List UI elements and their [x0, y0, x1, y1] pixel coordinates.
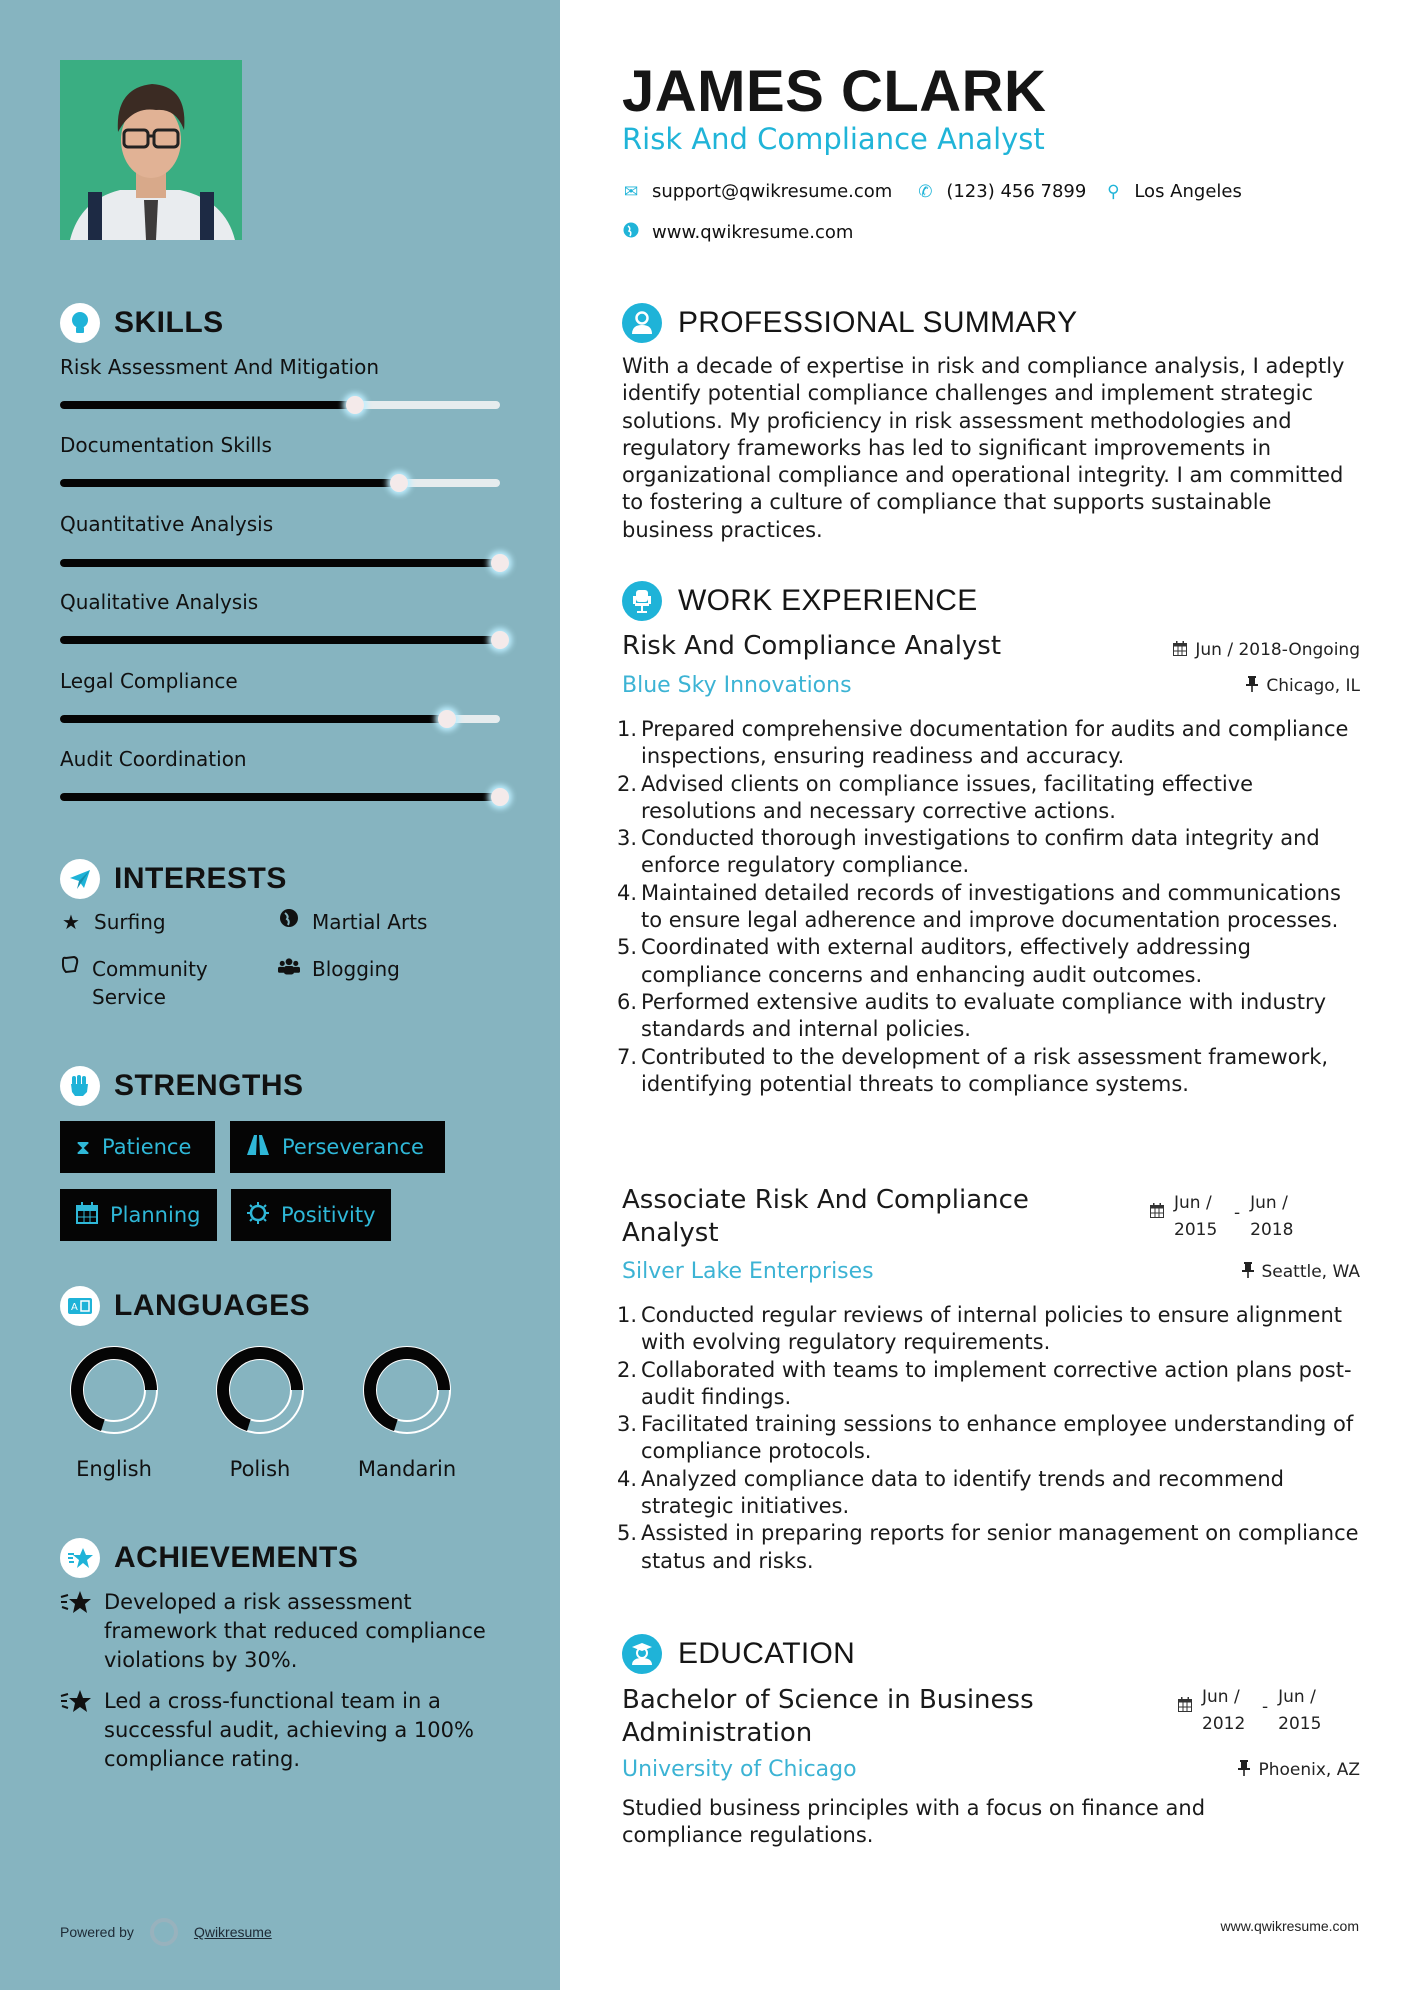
skill-bar-knob	[438, 710, 456, 728]
interest-item	[278, 955, 400, 983]
bullet-number: 4.	[616, 1466, 637, 1491]
powered-by-label: Powered by	[60, 1924, 134, 1940]
language-donut	[64, 1340, 164, 1440]
job-location-text: Seattle, WA	[1261, 1262, 1360, 1282]
bullet-number: 6.	[616, 989, 637, 1014]
bullet-text: Collaborated with teams to implement corrective action plans post-audit findings.	[641, 1357, 1352, 1409]
end-date	[1250, 1190, 1300, 1244]
achievement-text: Developed a risk assessment framework that reduced compliance violations by 30%.	[104, 1590, 486, 1672]
bullet-text: Coordinated with external auditors, effectively addressing compliance concerns and enhancing audit outcomes.	[641, 935, 1251, 987]
skill-bar-fill	[60, 401, 355, 409]
skill-label: Legal Compliance	[60, 669, 238, 693]
job-bullet	[616, 989, 1366, 1044]
footer-url[interactable]: www.qwikresume.com	[1220, 1918, 1359, 1934]
users-icon	[278, 955, 300, 977]
strength-label: Patience	[102, 1135, 192, 1159]
location: Los Angeles	[1134, 181, 1242, 202]
strength-label: Perseverance	[282, 1135, 424, 1159]
section-title: EDUCATION	[678, 1637, 856, 1670]
job-company: Blue Sky Innovations	[622, 673, 852, 698]
bullet-text: Assisted in preparing reports for senior management on compliance status and risks.	[641, 1521, 1359, 1573]
languages-header	[60, 1286, 310, 1326]
school: University of Chicago	[622, 1757, 857, 1782]
job-company: Silver Lake Enterprises	[622, 1259, 874, 1284]
bullet-number: 5.	[616, 1521, 637, 1546]
bullet-text: Advised clients on compliance issues, facilitating effective resolutions and necessary corrective actions.	[641, 771, 1254, 823]
date-separator: -	[1234, 1203, 1241, 1223]
job-dates	[1173, 640, 1360, 660]
skill-bar-fill	[60, 559, 500, 567]
bullet-number: 7.	[616, 1044, 637, 1069]
candidate-title: Risk And Compliance Analyst	[622, 122, 1045, 156]
calendar-icon	[1178, 1684, 1192, 1721]
job-bullet	[616, 1520, 1366, 1575]
job-bullet	[616, 771, 1366, 826]
road-icon	[246, 1135, 270, 1160]
degree: Bachelor of Science in Business Administration	[622, 1685, 1034, 1748]
summary-text: With a decade of expertise in risk and compliance analysis, I adeptly identify potential compliance challenges and implement strategic solutions. My proficiency in risk assessment methodologies and regulatory frameworks has led to significant improvements in organizational compliance and operational integrity. I am committed to fostering a culture of compliance that supports sustainable business practices.	[622, 354, 1345, 542]
bullet-text: Contributed to the development of a risk assessment framework, identifying potential threats to compliance systems.	[641, 1044, 1329, 1096]
start-month: Jun /	[1174, 1193, 1212, 1213]
language-donut	[357, 1340, 457, 1440]
job-bullet	[616, 880, 1366, 935]
job-role: Associate Risk And Compliance Analyst	[622, 1185, 1029, 1248]
skill-bar-knob	[346, 396, 364, 414]
chair-icon	[622, 581, 662, 621]
date-separator: -	[1262, 1697, 1269, 1717]
skill-bar	[60, 636, 500, 644]
bullet-number: 2.	[616, 771, 637, 796]
job-role: Risk And Compliance Analyst	[622, 631, 1002, 661]
website-row	[620, 222, 853, 243]
end-month: Jun /	[1278, 1687, 1316, 1707]
powered-by	[60, 1918, 272, 1946]
summary-header	[622, 303, 1077, 343]
interest-item	[60, 908, 166, 936]
bullet-text: Prepared comprehensive documentation for audits and compliance inspections, ensuring readiness and accuracy.	[641, 717, 1349, 769]
qwikresume-logo-icon	[150, 1918, 178, 1946]
experience-header	[622, 581, 978, 621]
user-icon	[622, 303, 662, 343]
skill-bar	[60, 479, 500, 487]
language-label: English	[76, 1457, 152, 1481]
lightbulb-icon	[60, 303, 100, 343]
strength-tag	[231, 1189, 391, 1241]
job-bullet	[616, 1357, 1366, 1412]
job-location	[1242, 1262, 1361, 1282]
language-label: Polish	[229, 1457, 291, 1481]
graduate-icon	[622, 1634, 662, 1674]
skill-label: Documentation Skills	[60, 433, 272, 457]
profile-photo	[60, 60, 242, 240]
portrait-image	[60, 60, 242, 240]
bullet-text: Maintained detailed records of investigations and communications to ensure legal adherence and improve documentation processes.	[641, 880, 1341, 933]
start-month: Jun /	[1202, 1687, 1240, 1707]
bullet-number: 5.	[616, 935, 637, 960]
bullet-text: Conducted regular reviews of internal policies to ensure alignment with evolving regulatory requirements.	[641, 1303, 1343, 1355]
section-title: ACHIEVEMENTS	[114, 1541, 359, 1574]
skill-bar-knob	[491, 788, 509, 806]
map-pin-icon: ⚲	[1107, 181, 1120, 202]
skill-label: Quantitative Analysis	[60, 512, 274, 536]
job-date-range: Jun / 2018-Ongoing	[1195, 640, 1360, 660]
envelope-icon: ✉	[623, 181, 639, 202]
pushpin-icon	[1242, 1262, 1254, 1282]
job-location-text: Chicago, IL	[1266, 676, 1360, 696]
bullet-text: Analyzed compliance data to identify trends and recommend strategic initiatives.	[641, 1466, 1284, 1519]
section-title: SKILLS	[114, 306, 224, 339]
language-donut	[210, 1340, 310, 1440]
star-badge-icon	[60, 1538, 100, 1578]
section-title: INTERESTS	[114, 862, 287, 895]
education-location-text: Phoenix, AZ	[1258, 1760, 1360, 1780]
website[interactable]: www.qwikresume.com	[652, 222, 854, 243]
skill-bar-fill	[60, 636, 500, 644]
education-dates	[1178, 1684, 1328, 1738]
start-date	[1174, 1190, 1224, 1244]
achievements-header	[60, 1538, 358, 1578]
end-year: 2018	[1250, 1220, 1294, 1240]
skill-bar-fill	[60, 715, 447, 723]
bullet-number: 3.	[616, 826, 637, 851]
interest-label: Surfing	[94, 910, 166, 934]
interests-header	[60, 859, 287, 899]
skill-bar	[60, 793, 500, 801]
job-bullet	[616, 1411, 1366, 1466]
section-title: LANGUAGES	[114, 1289, 311, 1322]
paper-plane-icon	[60, 859, 100, 899]
calendar-icon	[76, 1202, 98, 1229]
achievement-item	[60, 1588, 520, 1675]
interest-item	[278, 908, 427, 936]
skill-label: Audit Coordination	[60, 747, 247, 771]
email[interactable]: support@qwikresume.com	[652, 181, 893, 202]
job-bullets	[616, 1302, 1366, 1575]
star-badge-icon	[60, 1588, 90, 1675]
bullet-number: 1.	[616, 1303, 637, 1327]
hourglass-icon: ⧗	[76, 1135, 91, 1159]
bullet-text: Facilitated training sessions to enhance employee understanding of compliance protocols.	[641, 1412, 1354, 1464]
bullet-number: 1.	[616, 717, 637, 741]
end-year: 2015	[1278, 1714, 1322, 1734]
job-bullet	[616, 1044, 1366, 1099]
strength-label: Positivity	[281, 1203, 376, 1227]
skill-bar	[60, 559, 500, 567]
end-date	[1278, 1684, 1328, 1738]
sun-icon	[247, 1202, 269, 1229]
skill-bar-knob	[491, 631, 509, 649]
language-label: Mandarin	[357, 1457, 457, 1481]
strength-tag	[230, 1121, 445, 1173]
strength-label: Planning	[110, 1203, 201, 1227]
job-location	[1246, 676, 1360, 696]
achievement-text: Led a cross-functional team in a successful audit, achieving a 100% compliance rating.	[104, 1689, 474, 1771]
section-title: STRENGTHS	[114, 1069, 304, 1102]
education-header	[622, 1634, 855, 1674]
bullet-number: 2.	[616, 1357, 637, 1382]
qwikresume-link[interactable]: Qwikresume	[193, 1924, 272, 1940]
skill-bar	[60, 401, 500, 409]
interest-item	[60, 955, 260, 1011]
job-bullet	[616, 1466, 1366, 1521]
start-year: 2012	[1202, 1714, 1246, 1734]
skills-header	[60, 303, 224, 343]
contact-row	[620, 181, 1242, 202]
bullet-text: Conducted thorough investigations to confirm data integrity and enforce regulatory compliance.	[641, 826, 1320, 878]
interest-label: Community Service	[92, 957, 208, 1009]
job-bullets	[616, 716, 1366, 1098]
job-bullet	[616, 825, 1366, 880]
skill-label: Risk Assessment And Mitigation	[60, 355, 380, 379]
interest-label: Martial Arts	[312, 910, 428, 934]
interest-label: Blogging	[312, 957, 400, 981]
fist-icon	[60, 955, 80, 975]
svg-text:A: A	[71, 1302, 78, 1313]
pushpin-icon	[1246, 676, 1258, 696]
phone-icon: ✆	[918, 181, 933, 202]
start-date	[1202, 1684, 1252, 1738]
job-bullet	[616, 934, 1366, 989]
bullet-number: 3.	[616, 1412, 637, 1437]
bullet-number: 4.	[616, 880, 637, 905]
end-month: Jun /	[1250, 1193, 1288, 1213]
globe-icon	[620, 222, 642, 243]
skill-bar-fill	[60, 793, 500, 801]
strengths-header	[60, 1066, 304, 1106]
job-dates	[1150, 1190, 1300, 1244]
bullet-text: Performed extensive audits to evaluate compliance with industry standards and internal policies.	[641, 989, 1327, 1042]
raised-fist-icon	[60, 1066, 100, 1106]
sidebar	[0, 0, 560, 1990]
strength-tag	[60, 1189, 217, 1241]
calendar-icon	[1150, 1190, 1164, 1227]
candidate-name: JAMES CLARK	[622, 59, 1047, 124]
calendar-icon	[1173, 641, 1187, 660]
achievement-item	[60, 1687, 520, 1774]
translate-icon	[60, 1286, 100, 1326]
globe-icon	[278, 908, 300, 928]
skill-label: Qualitative Analysis	[60, 590, 259, 614]
skill-bar-knob	[491, 554, 509, 572]
pushpin-icon	[1238, 1760, 1250, 1780]
strength-tag	[60, 1121, 215, 1173]
star-icon: ★	[62, 910, 80, 934]
education-description: Studied business principles with a focus on finance and compliance regulations.	[622, 1796, 1206, 1848]
skill-bar	[60, 715, 500, 723]
main-column	[560, 0, 1407, 1990]
phone: (123) 456 7899	[946, 181, 1087, 202]
skill-bar-knob	[390, 474, 408, 492]
skill-bar-fill	[60, 479, 399, 487]
education-location	[1238, 1760, 1360, 1780]
star-badge-icon	[60, 1687, 90, 1774]
section-title: WORK EXPERIENCE	[678, 584, 978, 617]
section-title: PROFESSIONAL SUMMARY	[678, 306, 1078, 339]
job-bullet	[616, 1302, 1366, 1357]
start-year: 2015	[1174, 1220, 1218, 1240]
job-bullet	[616, 716, 1366, 771]
